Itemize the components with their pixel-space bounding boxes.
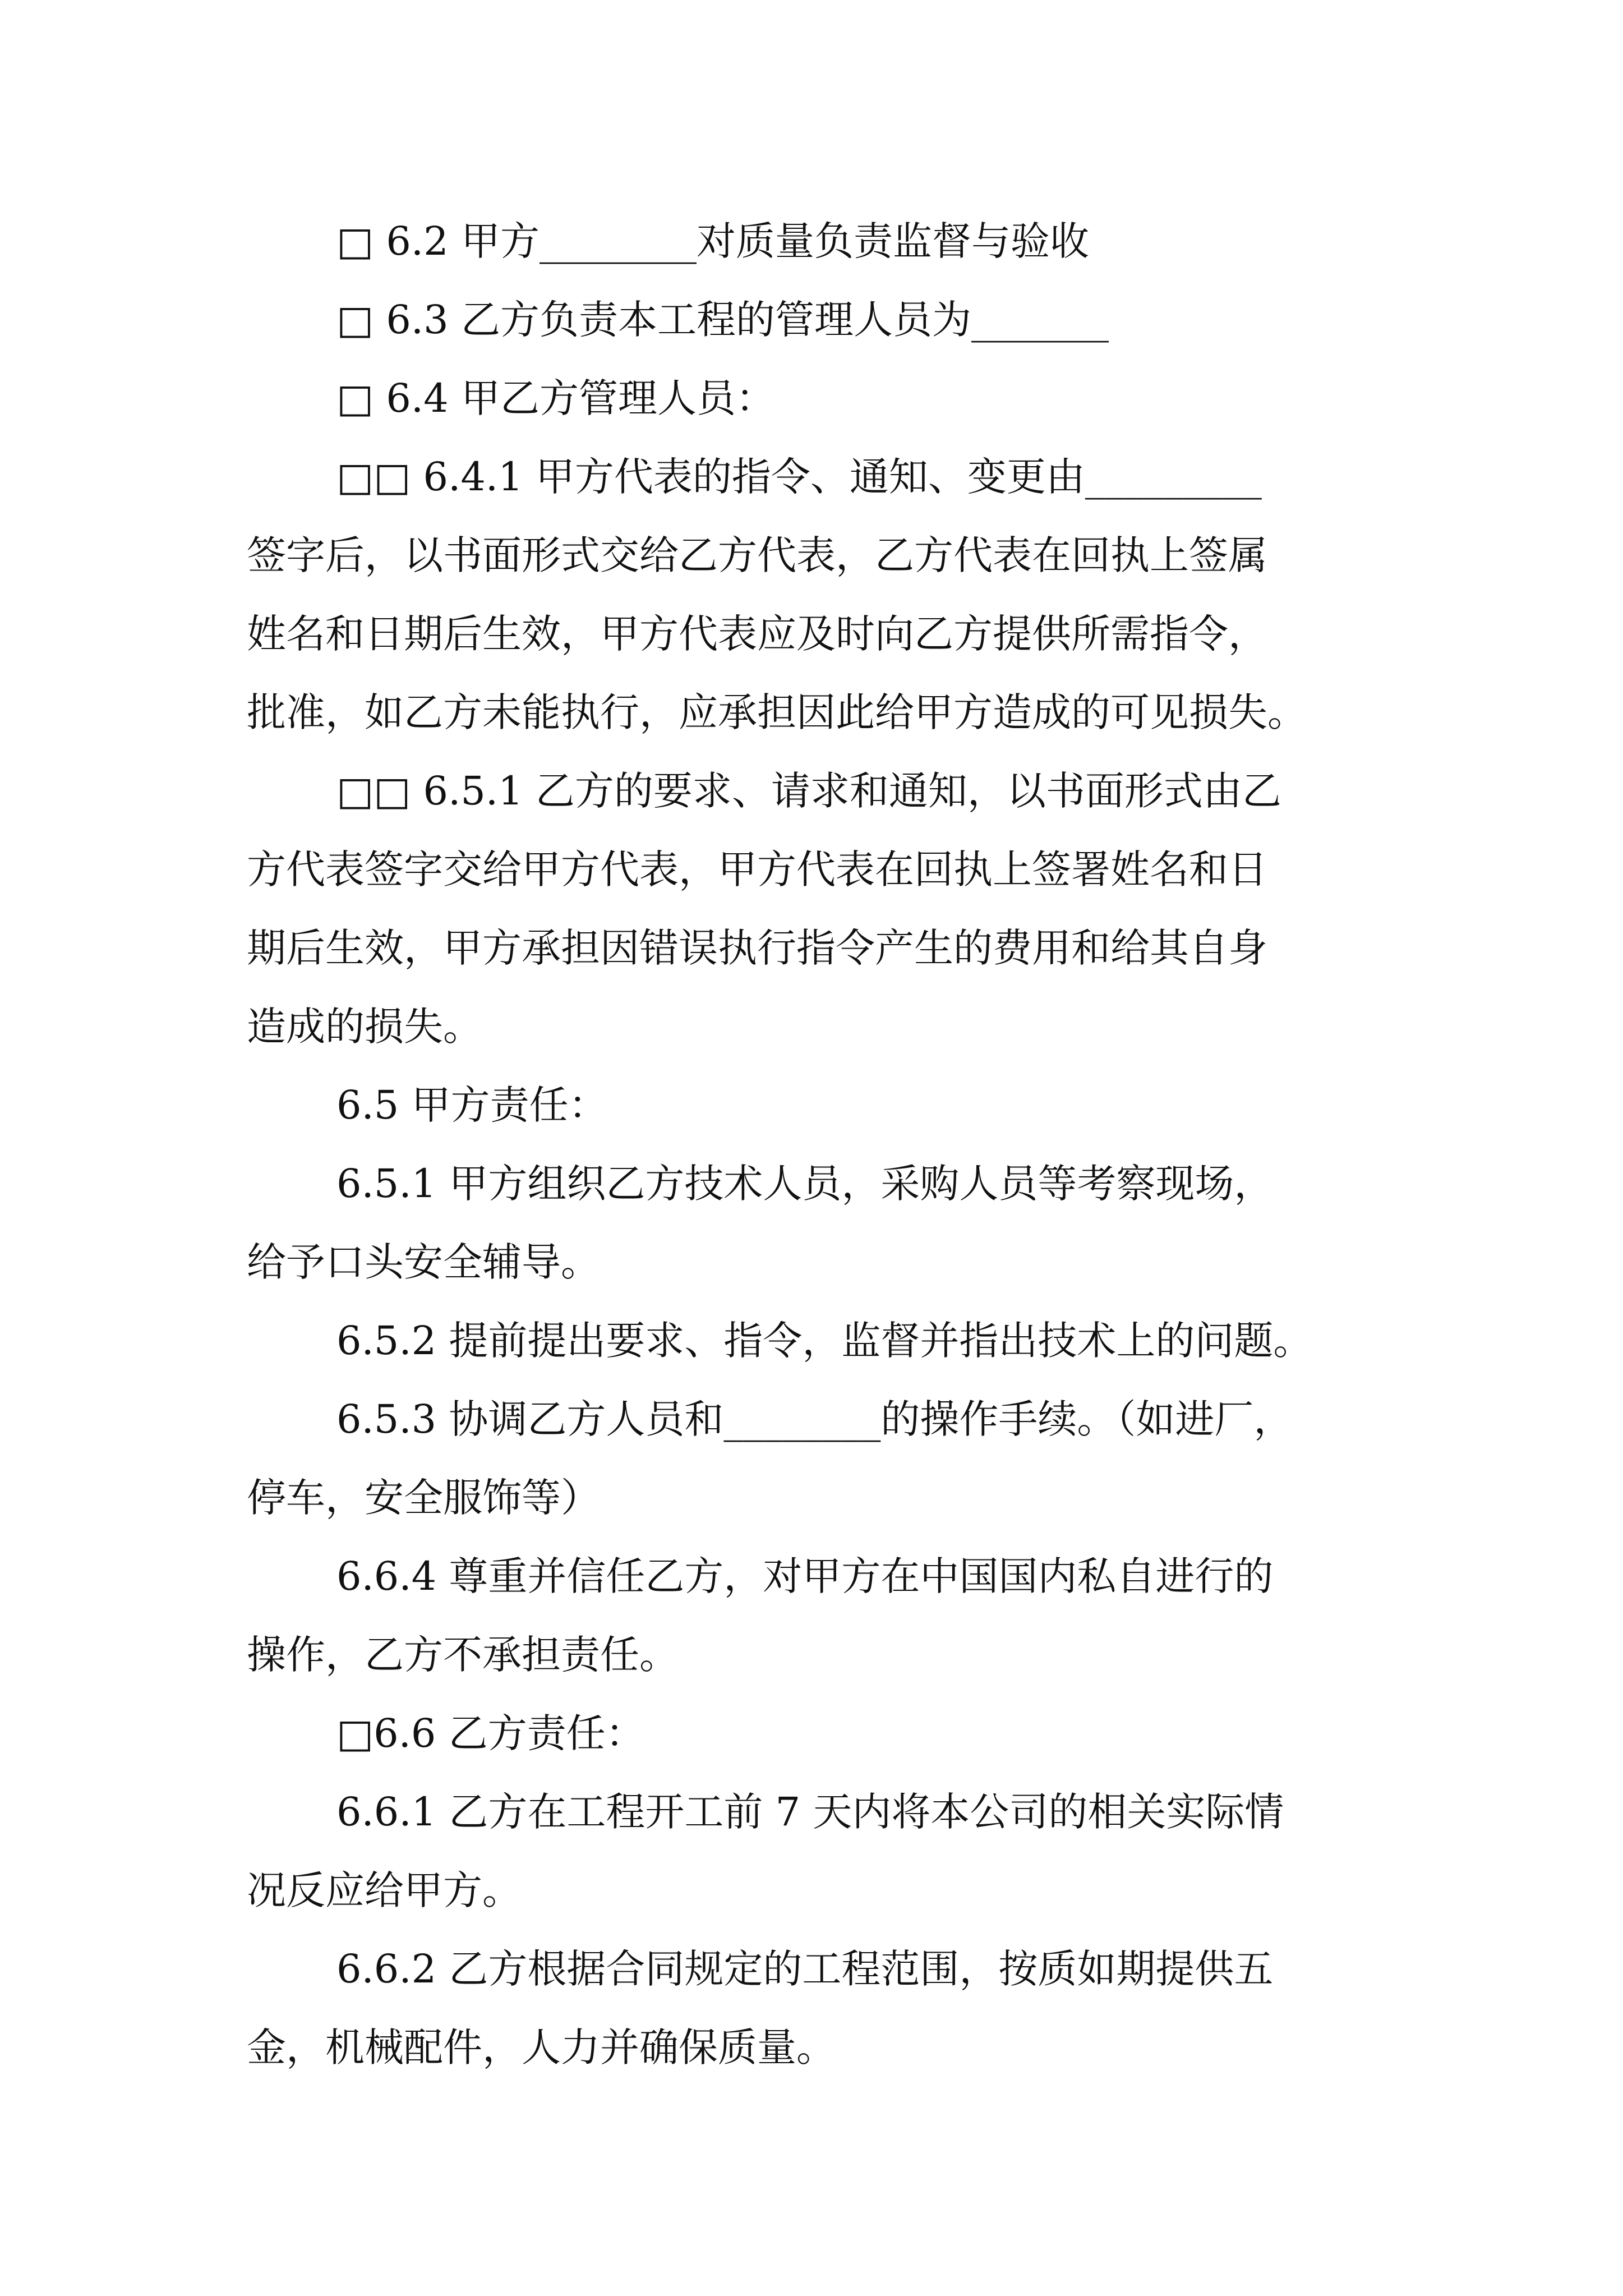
section-6-5-heading: 6.5 甲方责任： <box>336 1082 608 1128</box>
clause-6-4-1-line-4: 批准，如乙方未能执行，应承担因此给甲方造成的可见损失。 <box>247 689 1307 735</box>
clause-6-5-3-line-2: 停车，安全服饰等） <box>247 1475 600 1521</box>
clause-6-5-1-requests-line-1: □□ 6.5.1 乙方的要求、请求和通知，以书面形式由乙 <box>336 768 1281 814</box>
clause-6-6-4-line-1: 6.6.4 尊重并信任乙方，对甲方在中国国内私自进行的 <box>336 1553 1274 1599</box>
clause-6-5-2: 6.5.2 提前提出要求、指令，监督并指出技术上的问题。 <box>336 1318 1313 1364</box>
clause-6-5-3-line-1: 6.5.3 协调乙方人员和________的操作手续。（如进厂， <box>336 1396 1293 1442</box>
clause-6-5-1-requests-line-3: 期后生效，甲方承担因错误执行指令产生的费用和给其自身 <box>247 925 1267 971</box>
clause-6-4-1-line-2: 签字后，以书面形式交给乙方代表，乙方代表在回执上签属 <box>247 532 1267 578</box>
clause-6-5-1-line-1: 6.5.1 甲方组织乙方技术人员，采购人员等考察现场， <box>336 1161 1274 1207</box>
clause-6-4-1-line-1: □□ 6.4.1 甲方代表的指令、通知、变更由_________ <box>336 454 1262 500</box>
clause-6-6-4-line-2: 操作，乙方不承担责任。 <box>247 1632 679 1678</box>
clause-6-5-1-requests-line-4: 造成的损失。 <box>247 1004 482 1050</box>
clause-6-5-1-requests-line-2: 方代表签字交给甲方代表，甲方代表在回执上签署姓名和日 <box>247 846 1267 892</box>
clause-6-3: □ 6.3 乙方负责本工程的管理人员为_______ <box>336 297 1109 343</box>
clause-6-2: □ 6.2 甲方________对质量负责监督与验收 <box>336 218 1089 264</box>
clause-6-6-1-line-1: 6.6.1 乙方在工程开工前 7 天内将本公司的相关实际情 <box>336 1789 1284 1835</box>
clause-6-6-2-line-2: 金，机械配件，人力并确保质量。 <box>247 2024 836 2070</box>
clause-6-4-1-line-3: 姓名和日期后生效，甲方代表应及时向乙方提供所需指令， <box>247 611 1267 657</box>
clause-6-4: □ 6.4 甲乙方管理人员： <box>336 375 775 421</box>
clause-6-5-1-line-2: 给予口头安全辅导。 <box>247 1239 600 1285</box>
clause-6-6-2-line-1: 6.6.2 乙方根据合同规定的工程范围，按质如期提供五 <box>336 1946 1274 1992</box>
section-6-6-heading: □6.6 乙方责任： <box>336 1710 645 1756</box>
clause-6-6-1-line-2: 况反应给甲方。 <box>247 1867 522 1913</box>
